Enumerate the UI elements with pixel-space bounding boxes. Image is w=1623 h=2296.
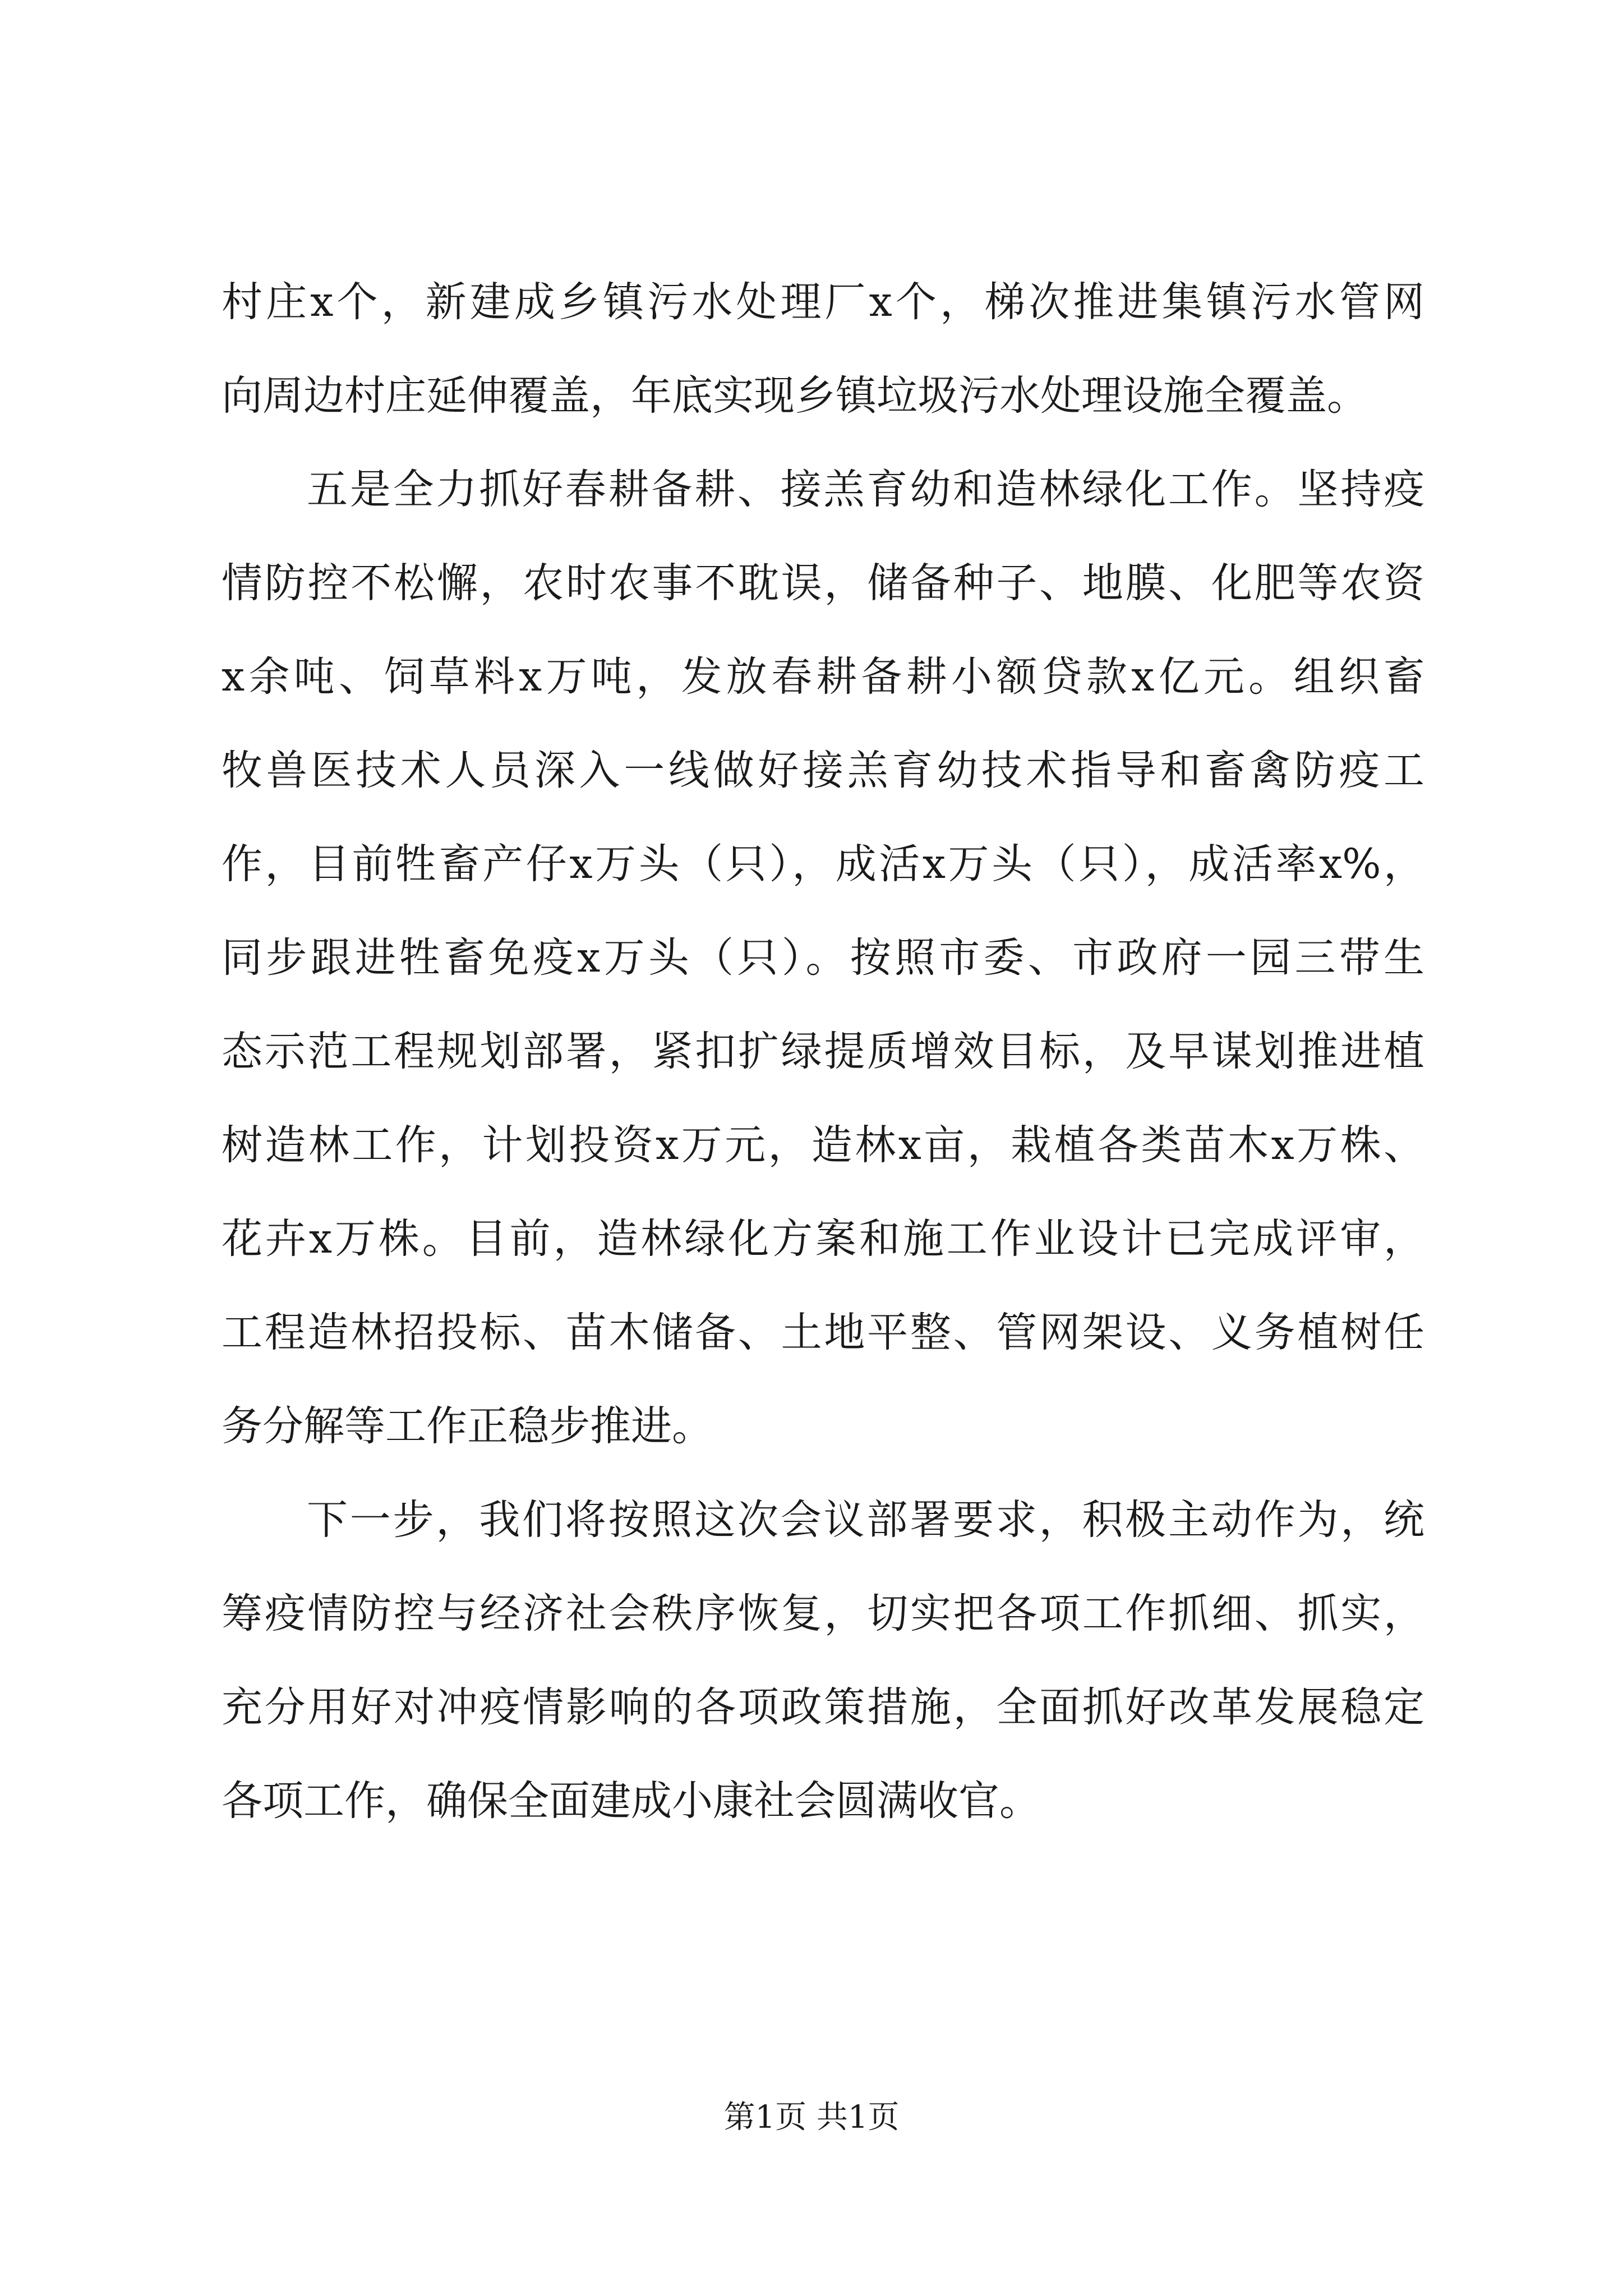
- paragraph-2-line-6: 同步跟进牲畜免疫x万头（只）。按照市委、市政府一园三带生: [222, 934, 1424, 982]
- page-footer: [0, 2095, 1623, 2140]
- paragraph-2-line-11: 务分解等工作正稳步推进。: [222, 1402, 713, 1450]
- paragraph-2-line-8: 树造林工作，计划投资x万元，造林x亩，栽植各类苗木x万株、: [222, 1121, 1424, 1169]
- paragraph-3-line-3: 充分用好对冲疫情影响的各项政策措施，全面抓好改革发展稳定: [222, 1683, 1424, 1731]
- page-number-label: 第1页 共1页: [723, 2099, 900, 2136]
- paragraph-3-line-2: 筹疫情防控与经济社会秩序恢复，切实把各项工作抓细、抓实，: [222, 1590, 1424, 1637]
- paragraph-1-line-2: 向周边村庄延伸覆盖，年底实现乡镇垃圾污水处理设施全覆盖。: [222, 372, 1368, 420]
- paragraph-2-line-7: 态示范工程规划部署，紧扣扩绿提质增效目标，及早谋划推进植: [222, 1028, 1424, 1075]
- paragraph-3-line-4: 各项工作，确保全面建成小康社会圆满收官。: [222, 1777, 1040, 1825]
- paragraph-2-line-3: x余吨、饲草料x万吨，发放春耕备耕小额贷款x亿元。组织畜: [222, 653, 1424, 701]
- paragraph-2-line-9: 花卉x万株。目前，造林绿化方案和施工作业设计已完成评审，: [222, 1215, 1424, 1263]
- paragraph-3-line-1: 下一步，我们将按照这次会议部署要求，积极主动作为，统: [307, 1496, 1424, 1544]
- paragraph-2-line-1: 五是全力抓好春耕备耕、接羔育幼和造林绿化工作。坚持疫: [307, 466, 1424, 513]
- paragraph-2-line-2: 情防控不松懈，农时农事不耽误，储备种子、地膜、化肥等农资: [222, 559, 1424, 607]
- paragraph-2-line-10: 工程造林招投标、苗木储备、土地平整、管网架设、义务植树任: [222, 1309, 1424, 1356]
- paragraph-2-line-4: 牧兽医技术人员深入一线做好接羔育幼技术指导和畜禽防疫工: [222, 747, 1424, 794]
- paragraph-2-line-5: 作，目前牲畜产仔x万头（只），成活x万头（只），成活率x%，: [222, 840, 1424, 888]
- paragraph-1-line-1: 村庄x个，新建成乡镇污水处理厂x个，梯次推进集镇污水管网: [222, 278, 1424, 326]
- document-body: [222, 255, 1424, 1848]
